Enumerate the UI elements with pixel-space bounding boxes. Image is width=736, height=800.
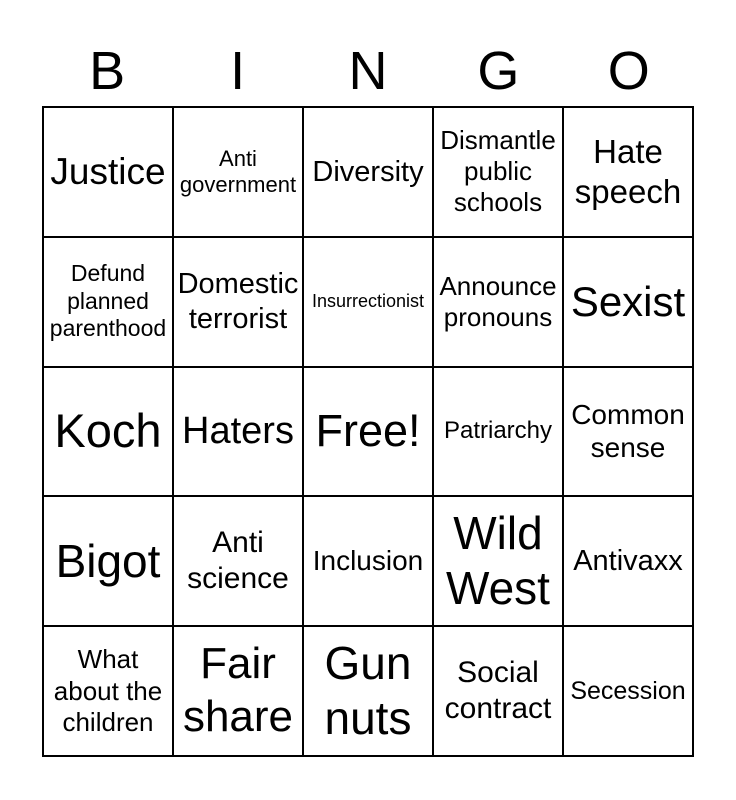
cell-label: What about the children bbox=[53, 644, 163, 737]
bingo-letter-g: G bbox=[477, 41, 520, 101]
cell-label: Anti science bbox=[187, 526, 289, 596]
cell-label: Justice bbox=[50, 150, 166, 192]
bingo-cell-insurrectionist[interactable] bbox=[303, 237, 433, 367]
bingo-cell-inclusion[interactable] bbox=[303, 496, 433, 626]
bingo-cell-sexist[interactable] bbox=[563, 237, 693, 367]
bingo-letter-n: N bbox=[348, 41, 388, 101]
cell-label: Free! bbox=[315, 405, 421, 457]
bingo-cell-announce-pronouns[interactable] bbox=[433, 237, 563, 367]
bingo-grid bbox=[42, 106, 694, 757]
bingo-cell-wild-west[interactable] bbox=[433, 496, 563, 626]
cell-label: Announce pronouns bbox=[439, 270, 557, 332]
bingo-cell-koch[interactable] bbox=[43, 367, 173, 497]
bingo-cell-justice[interactable] bbox=[43, 107, 173, 237]
bingo-cell-anti-government[interactable] bbox=[173, 107, 303, 237]
cell-label: Anti government bbox=[179, 145, 297, 197]
bingo-cell-common-sense[interactable] bbox=[563, 367, 693, 497]
bingo-cell-free-space[interactable] bbox=[303, 367, 433, 497]
bingo-cell-fair-share[interactable] bbox=[173, 626, 303, 756]
bingo-cell-secession[interactable] bbox=[563, 626, 693, 756]
cell-label: Bigot bbox=[55, 534, 161, 587]
cell-label: Common sense bbox=[571, 398, 685, 464]
cell-label: Sexist bbox=[570, 277, 686, 325]
cell-label: Hate speech bbox=[574, 133, 682, 210]
bingo-cell-defund-planned-parenthood[interactable] bbox=[43, 237, 173, 367]
cell-label: Dismantle public schools bbox=[440, 125, 556, 218]
cell-label: Diversity bbox=[312, 155, 424, 188]
cell-label: Wild West bbox=[446, 507, 550, 615]
cell-label: Patriarchy bbox=[443, 417, 553, 445]
cell-label: Domestic terrorist bbox=[177, 267, 299, 335]
bingo-cell-patriarchy[interactable] bbox=[433, 367, 563, 497]
cell-label: Antivaxx bbox=[573, 544, 683, 577]
cell-label: Social contract bbox=[444, 656, 552, 726]
bingo-letter-i: I bbox=[230, 41, 246, 101]
cell-label: Haters bbox=[182, 409, 294, 452]
bingo-cell-antivaxx[interactable] bbox=[563, 496, 693, 626]
bingo-letter-b: B bbox=[89, 41, 126, 101]
bingo-cell-haters[interactable] bbox=[173, 367, 303, 497]
cell-label: Inclusion bbox=[312, 545, 424, 577]
bingo-cell-anti-science[interactable] bbox=[173, 496, 303, 626]
bingo-header bbox=[42, 0, 694, 106]
bingo-cell-gun-nuts[interactable] bbox=[303, 626, 433, 756]
bingo-card bbox=[42, 0, 694, 757]
bingo-cell-what-about-the-children[interactable] bbox=[43, 626, 173, 756]
bingo-letter-o: O bbox=[607, 41, 650, 101]
bingo-cell-dismantle-public-schools[interactable] bbox=[433, 107, 563, 237]
cell-label: Secession bbox=[570, 677, 686, 706]
cell-label: Koch bbox=[54, 404, 162, 458]
bingo-cell-bigot[interactable] bbox=[43, 496, 173, 626]
bingo-cell-hate-speech[interactable] bbox=[563, 107, 693, 237]
bingo-cell-domestic-terrorist[interactable] bbox=[173, 237, 303, 367]
cell-label: Gun nuts bbox=[324, 636, 412, 745]
cell-label: Defund planned parenthood bbox=[49, 260, 167, 342]
cell-label: Fair share bbox=[182, 639, 294, 742]
bingo-cell-social-contract[interactable] bbox=[433, 626, 563, 756]
cell-label: Insurrectionist bbox=[311, 290, 425, 311]
bingo-cell-diversity[interactable] bbox=[303, 107, 433, 237]
